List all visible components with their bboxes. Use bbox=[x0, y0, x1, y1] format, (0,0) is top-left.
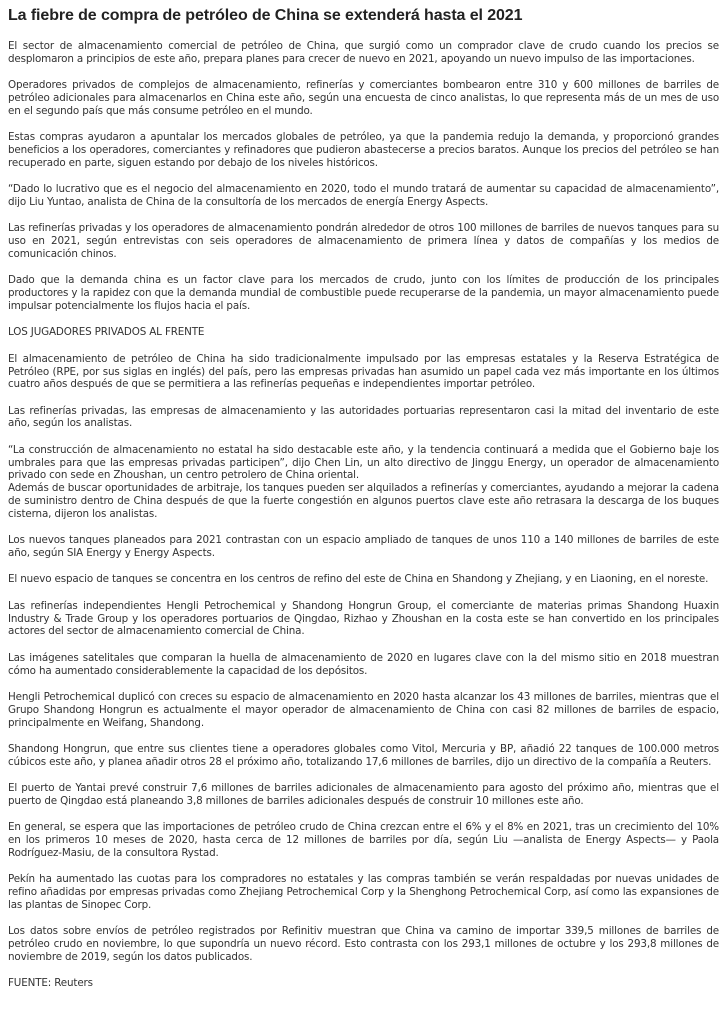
article-paragraph: Las imágenes satelitales que comparan la huella de almacenamiento de 2020 en lugares clave con la del mismo sitio en 2018 muestran cómo ha aumentado considerablemente la capacidad de los depósitos. bbox=[8, 651, 719, 677]
article-paragraph: Las refinerías privadas y los operadores de almacenamiento pondrán alrededor de otros 100 millones de barriles de nuevos tanques para su uso en 2021, según entrevistas con seis operadores de almacenamiento de primera línea y datos de compañías y los medios de comunicación chinos. bbox=[8, 222, 719, 260]
article-paragraph: El nuevo espacio de tanques se concentra en los centros de refino del este de China en Shandong y Zhejiang, y en Liaoning, en el noreste. bbox=[8, 573, 709, 586]
section-heading: LOS JUGADORES PRIVADOS AL FRENTE bbox=[8, 326, 205, 339]
article-paragraph: Operadores privados de complejos de almacenamiento, refinerías y comerciantes bombearon entre 310 y 600 millones de barriles de petróleo adicionales para almacenarlos en China este año, según una encuesta de cinco analistas, lo que representa más de un mes de uso en el segundo país que más consume petróleo en el mundo. bbox=[8, 79, 719, 117]
article-paragraph: En general, se espera que las importaciones de petróleo crudo de China crezcan entre el 6% y el 8% en 2021, tras un crecimiento del 10% en los primeros 10 meses de 2020, hasta cerca de 12 millones de barriles por día, según Liu —analista de Energy Aspects— y Paola Rodríguez-Masiu, de la consultora Rystad. bbox=[8, 821, 719, 859]
article-paragraph: Las refinerías privadas, las empresas de almacenamiento y las autoridades portuarias representaron casi la mitad del inventario de este año, según los analistas. bbox=[8, 404, 719, 430]
article-paragraph: El almacenamiento de petróleo de China ha sido tradicionalmente impulsado por las empresas estatales y la Reserva Estratégica de Petróleo (RPE, por sus siglas en inglés) del país, pero las empresas privadas han asumido un papel cada vez más importante en los últimos cuatro años después de que se permitiera a las refinerías pequeñas e independientes importar petróleo. bbox=[8, 352, 719, 391]
article-paragraph: Las refinerías independientes Hengli Petrochemical y Shandong Hongrun Group, el comerciante de materias primas Shandong Huaxin Industry & Trade Group y los operadores portuarios de Qingdao, Rizhao y Zhoushan en la costa este se han convertido en los principales actores del sector de almacenamiento comercial de China. bbox=[8, 599, 719, 638]
article-paragraph: El sector de almacenamiento comercial de petróleo de China, que surgió como un comprador clave de crudo cuando los precios se desplomaron a principios de este año, prepara planes para crecer de nuevo en 2021, apoyando un nuevo impulso de las importaciones. bbox=[8, 40, 719, 65]
article-paragraph: Hengli Petrochemical duplicó con creces su espacio de almacenamiento en 2020 hasta alcanzar los 43 millones de barriles, mientras que el Grupo Shandong Hongrun es actualmente el mayor operador de almacenamiento de China con casi 82 millones de barriles de espacio, principalmente en Weifang, Shandong. bbox=[8, 691, 719, 729]
article-paragraph: Los nuevos tanques planeados para 2021 contrastan con un espacio ampliado de tanques de unos 110 a 140 millones de barriles de este año, según SIA Energy y Energy Aspects. bbox=[8, 534, 719, 560]
article-paragraph: Los datos sobre envíos de petróleo registrados por Refinitiv muestran que China va camino de importar 339,5 millones de barriles de petróleo crudo en noviembre, lo que supondría un nuevo récord. Esto contrasta con los 293,1 millones de octubre y los 293,8 millones de noviembre de 2019, según los datos publicados. bbox=[8, 925, 719, 963]
article-paragraph: “Dado lo lucrativo que es el negocio del almacenamiento en 2020, todo el mundo tratará de aumentar su capacidad de almacenamiento”, dijo Liu Yuntao, analista de China de la consultoría de los mercados de energía Energy Aspects. bbox=[8, 183, 719, 208]
article-paragraph: Shandong Hongrun, que entre sus clientes tiene a operadores globales como Vitol, Mercuria y BP, añadió 22 tanques de 100.000 metros cúbicos este año, y planea añadir otros 28 el próximo año, totalizando 17,6 millones de barriles, dijo un directivo de la compañía a Reuters. bbox=[8, 742, 719, 768]
article-source: FUENTE: Reuters bbox=[8, 977, 93, 990]
article-paragraph: Dado que la demanda china es un factor clave para los mercados de crudo, junto con los límites de producción de los principales productores y la rapidez con que la demanda mundial de combustible puede recuperarse de la pandemia, un mayor almacenamiento puede impulsar potencialmente los flujos hacia el país. bbox=[8, 274, 719, 312]
article-paragraph: El puerto de Yantai prevé construir 7,6 millones de barriles adicionales de almacenamiento para agosto del próximo año, mientras que el puerto de Qingdao está planeando 3,8 millones de barriles adicionales después de construir 10 millones este año. bbox=[8, 782, 719, 807]
article-title: La fiebre de compra de petróleo de China se extenderá hasta el 2021 bbox=[8, 7, 523, 24]
article-paragraph: “La construcción de almacenamiento no estatal ha sido destacable este año, y la tendencia continuará a medida que el Gobierno baje los umbrales para que las empresas privadas participen”, dijo Chen Lin, un alto directivo de Jinggu Energy, un operador de almacenamiento privado con sede en Zhoushan, un centro petrolero de China oriental. bbox=[8, 443, 719, 482]
article-paragraph: Estas compras ayudaron a apuntalar los mercados globales de petróleo, ya que la pandemia redujo la demanda, y proporcionó grandes beneficios a los operadores, comerciantes y refinadores que pudieron abastecerse a precios baratos. Aunque los precios del petróleo se han recuperado en parte, siguen estando por debajo de los niveles históricos. bbox=[8, 131, 719, 169]
article-paragraph: Además de buscar oportunidades de arbitraje, los tanques pueden ser alquilados a refinerías y comerciantes, ayudando a mejorar la cadena de suministro dentro de China después de que la fuerte congestión en algunos puertos clave este año retrasara la descarga de los buques cisterna, dijeron los analistas. bbox=[8, 482, 719, 520]
article-paragraph: Pekín ha aumentado las cuotas para los compradores no estatales y las compras también se verán respaldadas por nuevas unidades de refino añadidas por empresas privadas como Zhejiang Petrochemical Corp y la Shenghong Petrochemical Corp, así como las expansiones de las plantas de Sinopec Corp. bbox=[8, 873, 719, 911]
